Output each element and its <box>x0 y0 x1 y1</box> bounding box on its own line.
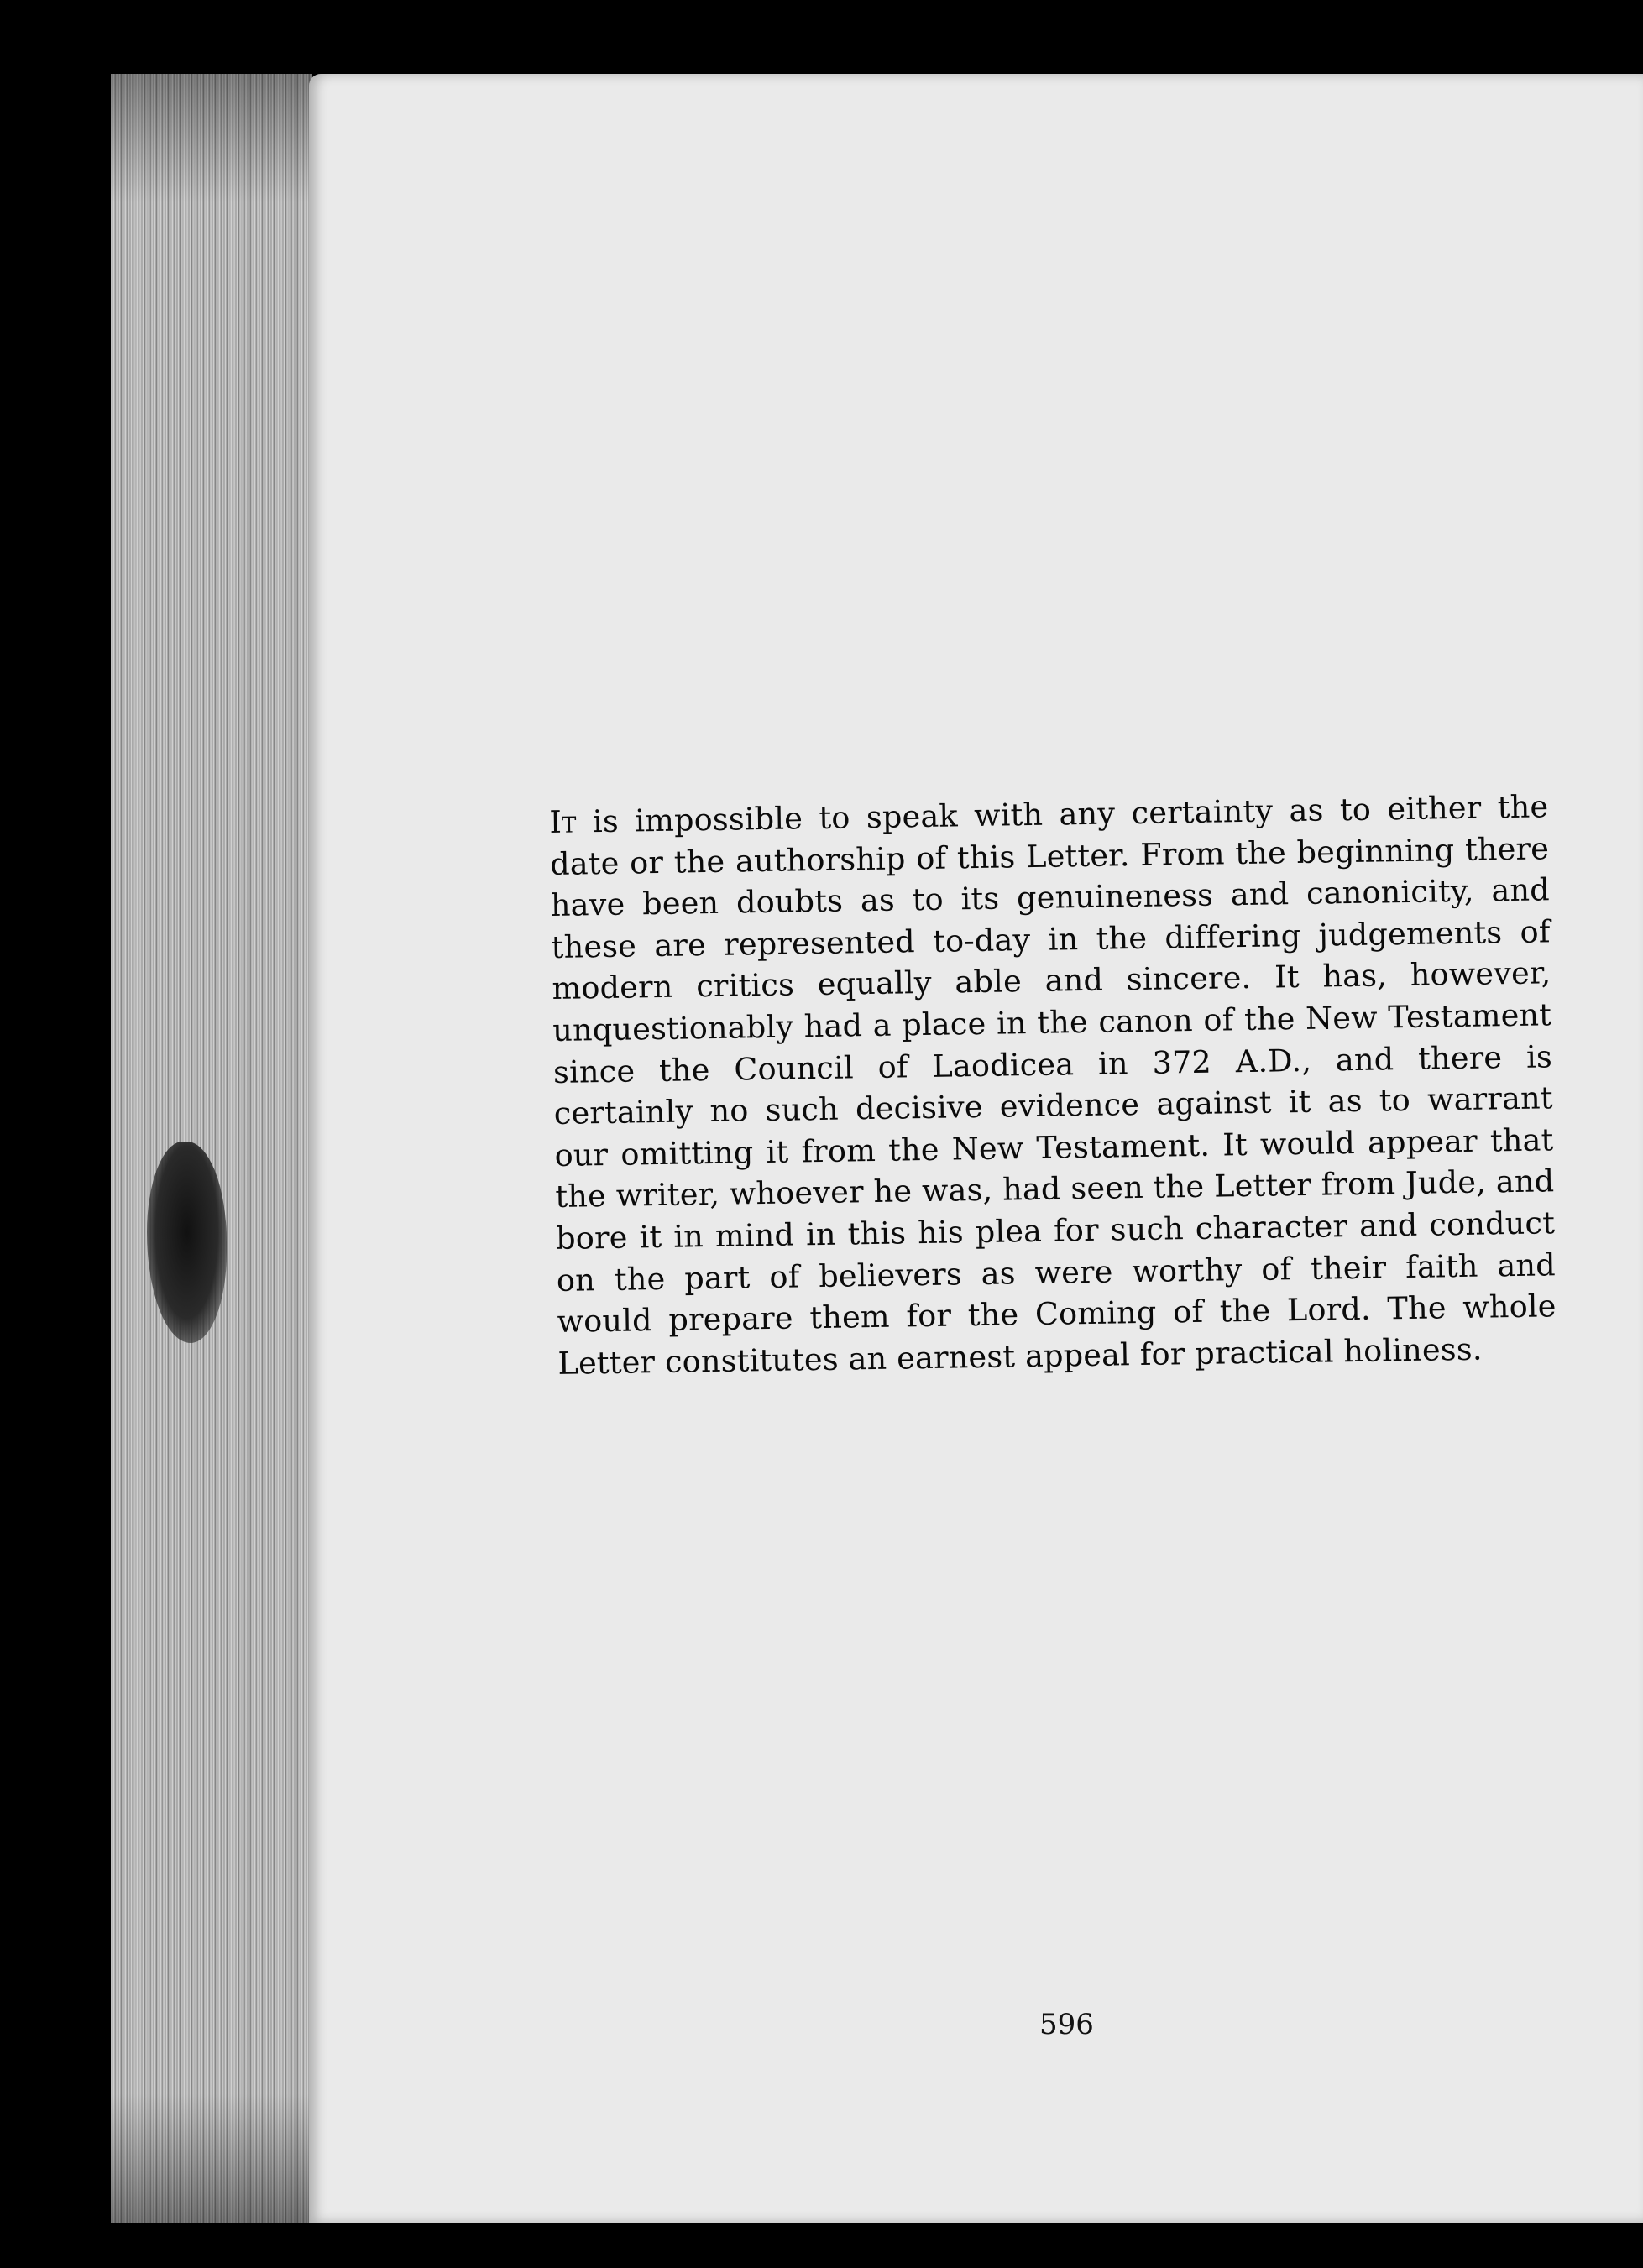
body-paragraph <box>549 786 1557 1384</box>
lead-word: It <box>549 803 577 840</box>
page-number: 596 <box>1039 2008 1094 2041</box>
page-edges <box>111 74 312 2223</box>
paragraph-text: is impossible to speak with any certainty as to either the date or the authorship of this Letter. From the beginning there have been doubts as to its genuineness and canonicity, and these are represented to-day in the differing judgements of modern critics equally able and sincere. It has, however, unquestionably had a place in the canon of the New Testament since the Council of Laodicea in 372 A.D., and there is certainly no such decisive evidence against it as to warrant our omitting it from the New Testament. It would appear that the writer, whoever he was, had seen the Letter from Jude, and bore it in mind in this his plea for such character and conduct on the part of believers as were worthy of their faith and would prepare them for the Coming of the Lord. The whole Letter constitutes an earnest appeal for practical holiness. <box>549 788 1557 1382</box>
